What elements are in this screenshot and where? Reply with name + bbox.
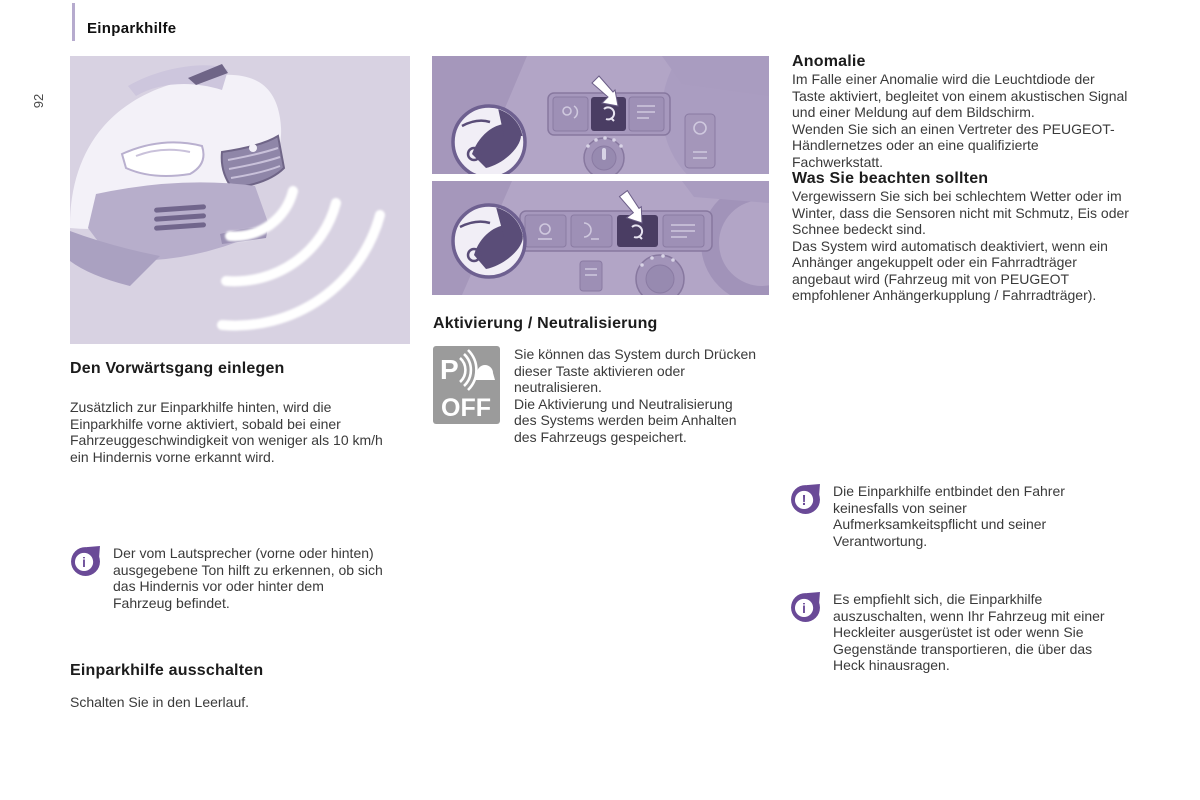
parking-sensor-off-button-icon [433,346,500,429]
info-icon [790,591,821,622]
activation-text-2: Die Aktivierung und Neutralisierung des Systems werden beim Anhalten des Fahrzeugs gespeichert. [514,395,737,445]
header-accent-bar [72,3,75,41]
switch-off-heading: Einparkhilfe ausschalten [70,662,264,679]
magnifier-inset [453,106,525,174]
speaker-info-note [70,545,386,611]
responsibility-warning-text: Die Einparkhilfe entbindet den Fahrer keinesfalls von seiner Aufmerksamkeitspflicht und seiner Verantwortung. [833,483,1065,549]
activation-section [433,315,769,445]
anomaly-text-2: Wenden Sie sich an einen Vertreter des PEUGEOT-Händlernetzes oder an eine qualifizierte Fachwerkstatt. [792,120,1115,170]
right-column [792,53,1130,304]
attention-text-2: Das System wird automatisch deaktiviert, wenn ein Anhänger angekuppelt oder ein Fahrradträger angebaut wird (Fahrzeug mit von PEUGEOT empfohlener Anhängerkupplung / Fahrradträger). [792,237,1108,303]
svg-text:!: ! [801,493,807,510]
switch-off-section [70,662,404,711]
activation-heading: Aktivierung / Neutralisierung [433,315,658,332]
page-number: 92 [31,93,46,109]
activation-text-1: Sie können das System durch Drücken dieser Taste aktivieren oder neutralisieren. [514,346,757,395]
warning-icon [790,483,821,514]
info-icon [70,545,101,576]
svg-text:i: i [802,601,806,617]
car-front-sensors-drawing [70,56,410,344]
forward-gear-text: Zusätzlich zur Einparkhilfe hinten, wird die Einparkhilfe vorne aktiviert, sobald bei einer Fahrzeuggeschwindigkeit von weniger als 10 km/h ein Hindernis vorne erkannt wird. [70,399,383,465]
speaker-info-text: Der vom Lautsprecher (vorne oder hinten) ausgegebene Ton hilft zu erkennen, ob sich das Hindernis vor oder hinter dem Fahrzeug befindet. [113,545,383,611]
attention-text-1: Vergewissern Sie sich bei schlechtem Wetter oder im Winter, dass die Sensoren nicht mit Schmutz, Eis oder Schnee bedeckt sind. [792,188,1129,237]
dashboard-controls-photo-2 [432,181,769,295]
page-header-title: Einparkhilfe [87,20,177,37]
responsibility-warning-note [790,483,1100,549]
rear-ladder-info-note [790,591,1110,674]
brand-badge [249,144,257,152]
forward-gear-section [70,360,404,465]
svg-text:OFF: OFF [441,394,491,422]
forward-gear-heading: Den Vorwärtsgang einlegen [70,360,285,377]
car-front-sensors-illustration [70,56,410,344]
switch-off-text: Schalten Sie in den Leerlauf. [70,694,250,710]
anomaly-text-1: Im Falle einer Anomalie wird die Leuchtdiode der Taste aktiviert, begleitet von einem akustischen Signal und einer Meldung auf dem Bildschirm. [792,71,1128,120]
magnifier-inset [453,205,525,277]
anomaly-heading: Anomalie [792,53,866,70]
rear-ladder-info-text: Es empfiehlt sich, die Einparkhilfe auszuschalten, wenn Ihr Fahrzeug mit einer Heckleiter ausgerüstet ist oder wenn Sie Gegenstände transportieren, die über das Heck hinausragen. [833,591,1105,673]
svg-text:P: P [440,354,459,385]
attention-heading: Was Sie beachten sollten [792,170,989,187]
dashboard-controls-photo-1 [432,56,769,174]
svg-text:i: i [82,555,86,571]
